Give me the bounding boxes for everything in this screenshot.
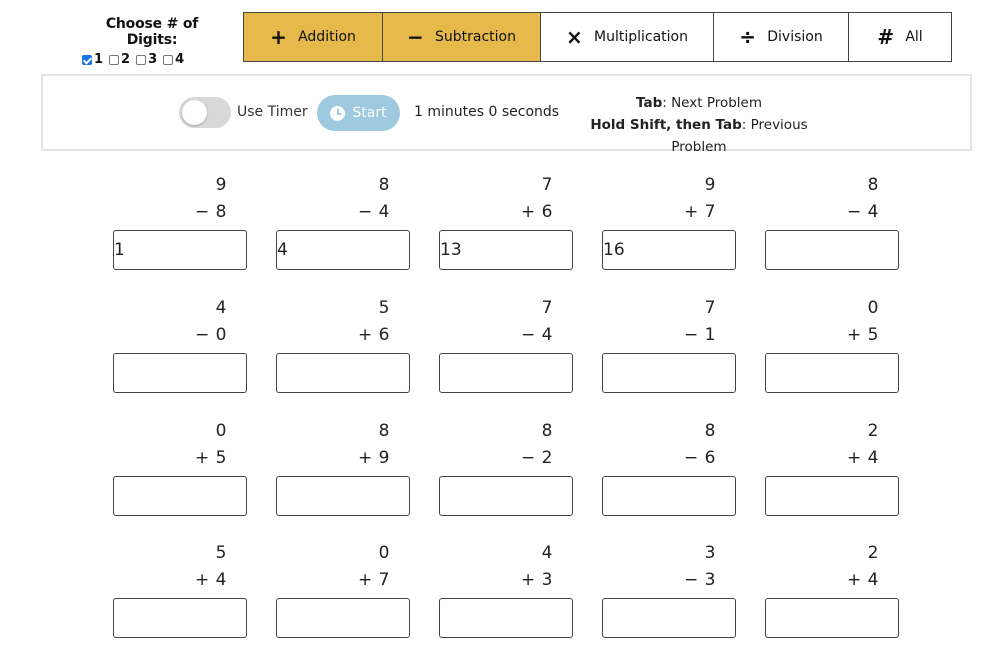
answer-input[interactable] <box>439 353 573 393</box>
digits-chooser <box>82 16 222 67</box>
addition-label: Addition <box>298 29 356 45</box>
problem-card <box>765 421 899 531</box>
problem-card <box>276 175 410 285</box>
answer-input[interactable] <box>765 353 899 393</box>
multiplication-button[interactable] <box>540 12 714 62</box>
problem-top-number: 0 <box>867 298 879 318</box>
timer-bar <box>41 74 972 155</box>
problem-operator-number: + 7 <box>684 202 716 222</box>
problem-card <box>276 298 410 408</box>
problem-top-number: 4 <box>541 543 553 563</box>
start-button[interactable] <box>317 95 400 131</box>
problem-operator-number: + 5 <box>195 448 227 468</box>
problem-top-number: 4 <box>215 298 227 318</box>
problem-operator-number: + 6 <box>358 325 390 345</box>
problem-top-number: 3 <box>704 543 716 563</box>
problem-top-number: 9 <box>704 175 716 195</box>
problem-operator-number: − 4 <box>521 325 553 345</box>
problem-card <box>276 543 410 653</box>
all-button[interactable] <box>848 12 952 62</box>
division-button[interactable] <box>713 12 849 62</box>
subtraction-label: Subtraction <box>435 29 516 45</box>
problem-top-number: 2 <box>867 543 879 563</box>
digit-option-label: 1 <box>94 52 104 67</box>
answer-input[interactable] <box>276 230 410 270</box>
answer-input[interactable] <box>602 598 736 638</box>
problem-card <box>602 298 736 408</box>
problem-card <box>439 175 573 285</box>
clock-icon <box>330 106 345 121</box>
answer-input[interactable] <box>276 353 410 393</box>
digit-option-3[interactable] <box>136 52 157 67</box>
problem-top-number: 0 <box>215 421 227 441</box>
problem-top-number: 9 <box>215 175 227 195</box>
problem-operator-number: − 0 <box>195 325 227 345</box>
answer-input[interactable] <box>439 598 573 638</box>
problem-operator-number: + 9 <box>358 448 390 468</box>
digit-option-4[interactable] <box>163 52 184 67</box>
problem-card <box>439 298 573 408</box>
timer-duration: 1 minutes 0 seconds <box>414 104 560 120</box>
problem-card <box>765 543 899 653</box>
problem-top-number: 2 <box>867 421 879 441</box>
use-timer-label: Use Timer <box>237 104 308 120</box>
digit-checkbox-4[interactable] <box>163 55 173 65</box>
answer-input[interactable] <box>765 230 899 270</box>
problem-top-number: 0 <box>378 543 390 563</box>
answer-input[interactable] <box>602 230 736 270</box>
operation-buttons <box>243 12 952 62</box>
answer-input[interactable] <box>113 353 247 393</box>
answer-input[interactable] <box>439 230 573 270</box>
multiplication-label: Multiplication <box>594 29 688 45</box>
problem-card <box>113 543 247 653</box>
problem-card <box>113 298 247 408</box>
problem-top-number: 5 <box>215 543 227 563</box>
problem-operator-number: − 4 <box>847 202 879 222</box>
problem-operator-number: − 2 <box>521 448 553 468</box>
toggle-knob <box>182 100 207 125</box>
minus-icon: − <box>407 25 424 49</box>
digit-option-label: 4 <box>175 52 185 67</box>
hint-prev-text: : Previous Problem <box>671 117 808 155</box>
problem-top-number: 8 <box>378 421 390 441</box>
digit-checkbox-3[interactable] <box>136 55 146 65</box>
division-label: Division <box>767 29 823 45</box>
digit-option-label: 2 <box>121 52 131 67</box>
problem-card <box>113 421 247 531</box>
problem-card <box>765 298 899 408</box>
digit-option-1[interactable] <box>82 52 103 67</box>
problem-card <box>113 175 247 285</box>
problem-card <box>602 421 736 531</box>
divide-icon: ÷ <box>739 25 757 49</box>
hint-prev-key: Hold Shift, then Tab <box>590 117 742 133</box>
plus-icon: + <box>270 25 287 49</box>
problem-operator-number: + 4 <box>847 448 879 468</box>
problem-top-number: 8 <box>541 421 553 441</box>
problem-top-number: 7 <box>704 298 716 318</box>
multiply-icon: × <box>566 25 583 49</box>
digit-checkbox-1[interactable] <box>82 55 92 65</box>
hint-prev <box>568 114 830 158</box>
digits-title: Choose # of Digits: <box>105 16 199 48</box>
all-label: All <box>905 29 923 45</box>
problem-operator-number: + 4 <box>195 570 227 590</box>
problem-card <box>439 543 573 653</box>
problem-operator-number: + 7 <box>358 570 390 590</box>
problem-operator-number: − 6 <box>684 448 716 468</box>
hash-icon: # <box>877 25 895 49</box>
hint-next-key: Tab <box>635 95 663 111</box>
problem-card <box>276 421 410 531</box>
problem-top-number: 5 <box>378 298 390 318</box>
digits-options <box>82 52 222 67</box>
addition-button[interactable] <box>243 12 383 62</box>
answer-input[interactable] <box>765 598 899 638</box>
digit-checkbox-2[interactable] <box>109 55 119 65</box>
problem-top-number: 7 <box>541 298 553 318</box>
problem-operator-number: − 3 <box>684 570 716 590</box>
answer-input[interactable] <box>602 476 736 516</box>
problem-top-number: 8 <box>704 421 716 441</box>
problem-top-number: 8 <box>378 175 390 195</box>
keyboard-hints <box>568 92 830 158</box>
answer-input[interactable] <box>276 598 410 638</box>
timer-toggle[interactable] <box>179 97 231 128</box>
problem-operator-number: + 5 <box>847 325 879 345</box>
answer-input[interactable] <box>113 230 247 270</box>
problem-operator-number: + 4 <box>847 570 879 590</box>
problem-operator-number: + 6 <box>521 202 553 222</box>
subtraction-button[interactable] <box>382 12 541 62</box>
hint-next-text: : Next Problem <box>662 95 763 111</box>
digit-option-label: 3 <box>148 52 158 67</box>
start-label: Start <box>352 105 387 121</box>
problem-operator-number: − 4 <box>358 202 390 222</box>
problem-operator-number: − 1 <box>684 325 716 345</box>
problem-card <box>602 543 736 653</box>
problem-operator-number: + 3 <box>521 570 553 590</box>
answer-input[interactable] <box>439 476 573 516</box>
problem-card <box>602 175 736 285</box>
problem-operator-number: − 8 <box>195 202 227 222</box>
answer-input[interactable] <box>113 476 247 516</box>
hint-next <box>568 92 830 114</box>
problem-top-number: 8 <box>867 175 879 195</box>
answer-input[interactable] <box>765 476 899 516</box>
answer-input[interactable] <box>113 598 247 638</box>
problem-card <box>439 421 573 531</box>
answer-input[interactable] <box>276 476 410 516</box>
problem-card <box>765 175 899 285</box>
problem-top-number: 7 <box>541 175 553 195</box>
answer-input[interactable] <box>602 353 736 393</box>
digit-option-2[interactable] <box>109 52 130 67</box>
